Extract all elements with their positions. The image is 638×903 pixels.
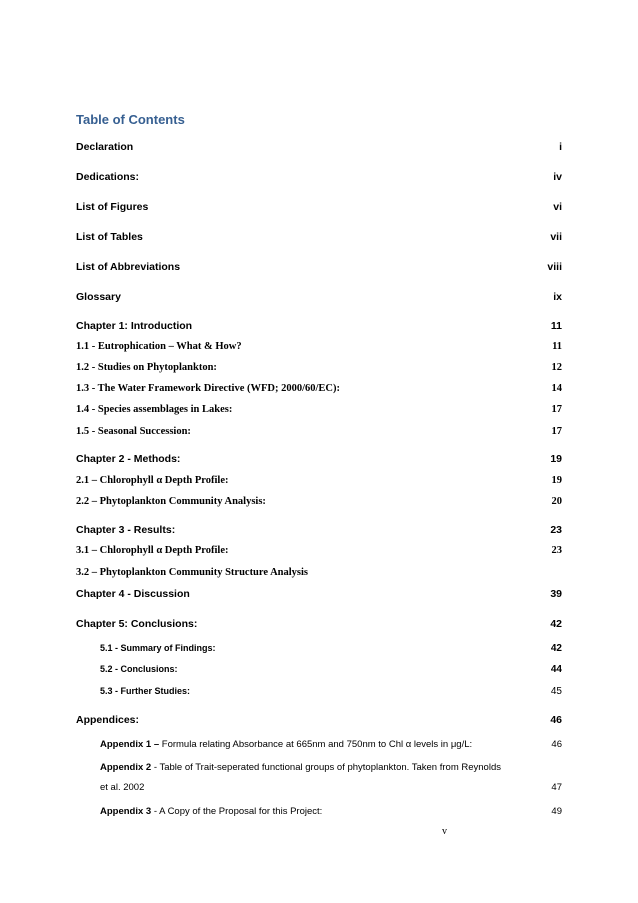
toc-entry-glossary[interactable] — [76, 291, 562, 307]
toc-entry-abbreviations[interactable] — [76, 261, 562, 277]
toc-label: 3.2 – Phytoplankton Community Structure Analysis — [76, 567, 309, 578]
toc-page: 20 — [551, 496, 562, 507]
toc-label: Chapter 2 - Methods: — [76, 453, 181, 465]
toc-page: i — [559, 141, 562, 153]
toc-entry-1-3[interactable] — [76, 383, 562, 399]
toc-entry-1-2[interactable] — [76, 362, 562, 378]
toc-label: 1.1 - Eutrophication – What & How? — [76, 341, 242, 352]
toc-label: Chapter 1: Introduction — [76, 320, 193, 332]
toc-entry-2-1[interactable] — [76, 475, 562, 491]
appendix-heading: Appendix 2 — [100, 762, 152, 773]
toc-label: Appendices: — [76, 714, 140, 726]
toc-page: 23 — [551, 545, 562, 556]
toc-page: vii — [550, 231, 562, 243]
toc-label: 1.4 - Species assemblages in Lakes: — [76, 404, 233, 415]
toc-entry-5-3[interactable] — [76, 686, 562, 702]
toc-entry-tables[interactable] — [76, 231, 562, 247]
toc-page: 11 — [552, 341, 562, 352]
page-number: v — [442, 826, 447, 837]
toc-entry-3-2[interactable] — [76, 567, 562, 583]
toc-page: 19 — [550, 453, 562, 465]
appendix-heading: Appendix 3 — [100, 806, 152, 817]
toc-page: 47 — [551, 782, 562, 793]
toc-entry-5-2[interactable] — [76, 664, 562, 680]
toc-title: Table of Contents — [76, 112, 185, 127]
toc-page: vi — [553, 201, 562, 213]
toc-label: 3.1 – Chlorophyll α Depth Profile: — [76, 545, 229, 556]
toc-entry-chapter-2[interactable] — [76, 453, 562, 469]
toc-entry-chapter-1[interactable] — [76, 320, 562, 336]
toc-label: Chapter 3 - Results: — [76, 524, 176, 536]
toc-entry-3-1[interactable] — [76, 545, 562, 561]
toc-page: 39 — [550, 588, 562, 600]
toc-label: Chapter 5: Conclusions: — [76, 618, 198, 630]
toc-label: List of Abbreviations — [76, 261, 181, 273]
toc-label — [100, 739, 472, 750]
toc-entry-chapter-4[interactable] — [76, 588, 562, 604]
toc-entry-5-1[interactable] — [76, 643, 562, 659]
toc-label: 5.1 - Summary of Findings: — [100, 643, 216, 653]
toc-page: 14 — [551, 383, 562, 394]
toc-entry-dedications[interactable] — [76, 171, 562, 187]
toc-entry-appendix-2[interactable] — [76, 762, 562, 778]
toc-entry-1-1[interactable] — [76, 341, 562, 357]
toc-entry-chapter-3[interactable] — [76, 524, 562, 540]
appendix-text: Formula relating Absorbance at 665nm and 750nm to Chl α levels in μg/L: — [159, 739, 473, 750]
toc-label: 1.5 - Seasonal Succession: — [76, 426, 191, 437]
toc-label: Dedications: — [76, 171, 140, 183]
toc-label — [100, 806, 322, 817]
toc-page: 49 — [551, 806, 562, 817]
toc-label: 1.3 - The Water Framework Directive (WFD; 2000/60/EC): — [76, 383, 341, 394]
toc-page: 19 — [551, 475, 562, 486]
toc-page: 44 — [550, 664, 562, 675]
toc-page: iv — [553, 171, 562, 183]
toc-label: List of Figures — [76, 201, 149, 213]
toc-entry-appendix-3[interactable] — [76, 806, 562, 822]
toc-page: 12 — [551, 362, 562, 373]
toc-entry-appendix-2-cont[interactable] — [76, 782, 562, 798]
toc-page: 46 — [550, 714, 562, 726]
toc-label: List of Tables — [76, 231, 143, 243]
toc-page: 45 — [550, 686, 562, 697]
toc-label: Chapter 4 - Discussion — [76, 588, 190, 600]
toc-entry-chapter-5[interactable] — [76, 618, 562, 634]
appendix-text-line2: et al. 2002 — [100, 782, 145, 793]
toc-page: 17 — [551, 404, 562, 415]
toc-page: 42 — [550, 643, 562, 654]
toc-page: 42 — [550, 618, 562, 630]
toc-label: Declaration — [76, 141, 134, 153]
toc-page: 46 — [551, 739, 562, 750]
toc-label: Glossary — [76, 291, 121, 303]
toc-label: 5.2 - Conclusions: — [100, 664, 178, 674]
toc-page: viii — [547, 261, 562, 273]
toc-entry-figures[interactable] — [76, 201, 562, 217]
toc-entry-1-4[interactable] — [76, 404, 562, 420]
toc-label: 2.1 – Chlorophyll α Depth Profile: — [76, 475, 229, 486]
toc-entry-appendix-1[interactable] — [76, 739, 562, 755]
toc-label — [100, 762, 501, 773]
toc-page: 11 — [550, 320, 562, 332]
toc-page: 17 — [551, 426, 562, 437]
toc-page: 23 — [550, 524, 562, 536]
toc-label: 5.3 - Further Studies: — [100, 686, 191, 696]
toc-entry-appendices[interactable] — [76, 714, 562, 730]
appendix-text: - A Copy of the Proposal for this Project: — [151, 806, 323, 817]
toc-entry-declaration[interactable] — [76, 141, 562, 157]
toc-label: 1.2 - Studies on Phytoplankton: — [76, 362, 217, 373]
toc-page: ix — [553, 291, 562, 303]
toc-label: 2.2 – Phytoplankton Community Analysis: — [76, 496, 266, 507]
toc-entry-1-5[interactable] — [76, 426, 562, 442]
appendix-heading: Appendix 1 – — [100, 739, 160, 750]
toc-entry-2-2[interactable] — [76, 496, 562, 512]
appendix-text: - Table of Trait-seperated functional groups of phytoplankton. Taken from Reynolds — [151, 762, 501, 773]
